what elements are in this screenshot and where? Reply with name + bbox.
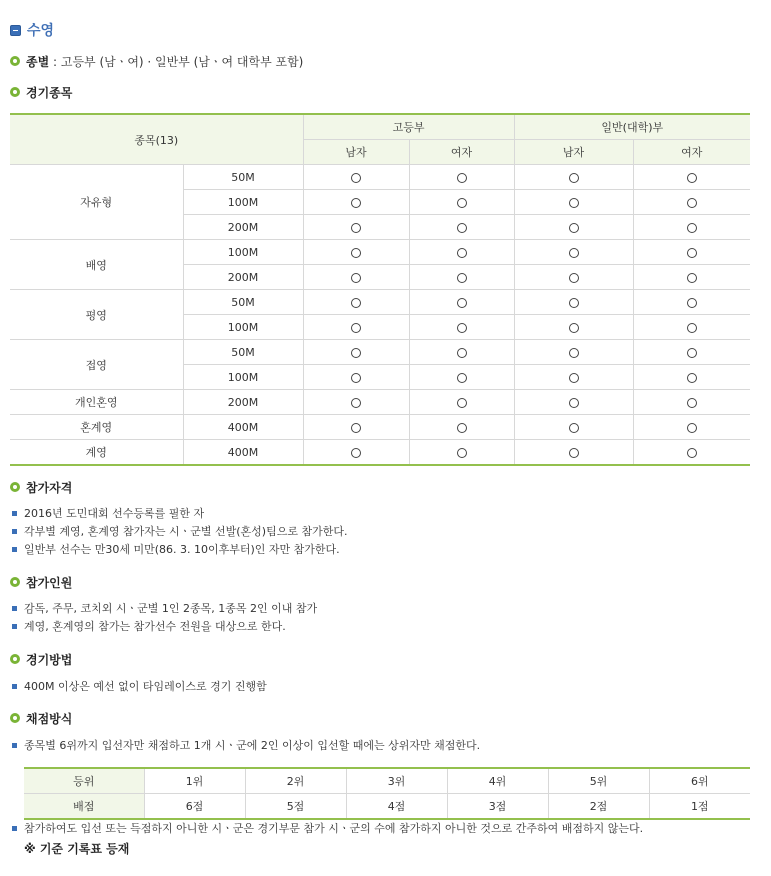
circle-mark-icon bbox=[687, 173, 697, 183]
availability-cell bbox=[633, 415, 750, 440]
circle-mark-icon bbox=[569, 398, 579, 408]
circle-mark-icon bbox=[457, 173, 467, 183]
availability-cell bbox=[633, 215, 750, 240]
points-cell: 1점 bbox=[649, 794, 750, 820]
event-name: 개인혼영 bbox=[10, 390, 183, 415]
square-bullet-icon bbox=[12, 743, 17, 748]
square-bullet-icon bbox=[12, 624, 17, 629]
circle-mark-icon bbox=[687, 373, 697, 383]
header-female: 여자 bbox=[409, 140, 514, 165]
availability-cell bbox=[409, 215, 514, 240]
availability-cell bbox=[409, 290, 514, 315]
points-label: 배점 bbox=[24, 794, 144, 820]
availability-cell bbox=[303, 315, 409, 340]
section-title: 경기종목 bbox=[26, 85, 73, 100]
event-distance: 200M bbox=[183, 390, 303, 415]
availability-cell bbox=[303, 240, 409, 265]
availability-cell bbox=[409, 340, 514, 365]
circle-mark-icon bbox=[687, 198, 697, 208]
availability-cell bbox=[409, 365, 514, 390]
circle-bullet-icon bbox=[10, 56, 20, 66]
section-events-heading bbox=[10, 83, 72, 101]
points-cell: 6점 bbox=[144, 794, 245, 820]
event-distance: 100M bbox=[183, 190, 303, 215]
availability-cell bbox=[409, 315, 514, 340]
circle-mark-icon bbox=[457, 273, 467, 283]
circle-mark-icon bbox=[457, 223, 467, 233]
event-distance: 50M bbox=[183, 340, 303, 365]
event-name: 평영 bbox=[10, 290, 183, 340]
circle-mark-icon bbox=[569, 373, 579, 383]
record-note: ※ 기준 기록표 등재 bbox=[24, 842, 130, 856]
circle-mark-icon bbox=[351, 273, 361, 283]
event-distance: 100M bbox=[183, 365, 303, 390]
circle-mark-icon bbox=[687, 423, 697, 433]
event-name: 자유형 bbox=[10, 165, 183, 240]
circle-mark-icon bbox=[351, 198, 361, 208]
section-method-heading bbox=[10, 650, 72, 668]
section-title: 참가자격 bbox=[26, 480, 73, 495]
availability-cell bbox=[633, 290, 750, 315]
circle-mark-icon bbox=[351, 423, 361, 433]
circle-mark-icon bbox=[687, 223, 697, 233]
circle-mark-icon bbox=[687, 398, 697, 408]
rank-cell: 1위 bbox=[144, 768, 245, 794]
circle-mark-icon bbox=[351, 173, 361, 183]
availability-cell bbox=[303, 190, 409, 215]
availability-cell bbox=[633, 340, 750, 365]
availability-cell bbox=[514, 415, 633, 440]
event-distance: 400M bbox=[183, 415, 303, 440]
header-male: 남자 bbox=[514, 140, 633, 165]
square-bullet-icon bbox=[12, 606, 17, 611]
category-row bbox=[10, 52, 303, 70]
availability-cell bbox=[514, 215, 633, 240]
square-bullet-icon bbox=[12, 684, 17, 689]
availability-cell bbox=[409, 165, 514, 190]
circle-mark-icon bbox=[457, 348, 467, 358]
participants-list bbox=[10, 600, 317, 636]
event-name: 혼계영 bbox=[10, 415, 183, 440]
page-title-row bbox=[10, 20, 54, 40]
circle-mark-icon bbox=[569, 448, 579, 458]
availability-cell bbox=[303, 415, 409, 440]
circle-mark-icon bbox=[569, 223, 579, 233]
circle-mark-icon bbox=[687, 298, 697, 308]
circle-bullet-icon bbox=[10, 577, 20, 587]
table-row bbox=[10, 390, 750, 415]
circle-mark-icon bbox=[569, 348, 579, 358]
availability-cell bbox=[633, 390, 750, 415]
section-eligibility-heading bbox=[10, 478, 72, 496]
category-label: 종별 : 고등부 (남ㆍ여) · 일반부 (남ㆍ여 대학부 포함) bbox=[26, 54, 304, 69]
event-distance: 50M bbox=[183, 165, 303, 190]
event-distance: 100M bbox=[183, 315, 303, 340]
circle-mark-icon bbox=[457, 248, 467, 258]
availability-cell bbox=[514, 190, 633, 215]
page-title: 수영 bbox=[27, 23, 55, 39]
section-title: 참가인원 bbox=[26, 575, 73, 590]
event-name: 접영 bbox=[10, 340, 183, 390]
footnote-list bbox=[10, 820, 750, 838]
event-distance: 200M bbox=[183, 265, 303, 290]
list-item: 400M 이상은 예선 없이 타임레이스로 경기 진행함 bbox=[10, 678, 267, 696]
rank-cell: 2위 bbox=[245, 768, 346, 794]
scores-table bbox=[24, 767, 750, 820]
events-body bbox=[10, 165, 750, 466]
rank-label: 등위 bbox=[24, 768, 144, 794]
availability-cell bbox=[514, 440, 633, 466]
availability-cell bbox=[514, 265, 633, 290]
circle-mark-icon bbox=[687, 348, 697, 358]
method-list bbox=[10, 678, 267, 696]
availability-cell bbox=[514, 390, 633, 415]
availability-cell bbox=[409, 390, 514, 415]
event-name: 배영 bbox=[10, 240, 183, 290]
circle-mark-icon bbox=[351, 398, 361, 408]
event-distance: 50M bbox=[183, 290, 303, 315]
table-row bbox=[10, 240, 750, 265]
availability-cell bbox=[514, 165, 633, 190]
square-bullet-icon bbox=[12, 529, 17, 534]
availability-cell bbox=[303, 165, 409, 190]
circle-bullet-icon bbox=[10, 482, 20, 492]
circle-bullet-icon bbox=[10, 654, 20, 664]
circle-mark-icon bbox=[351, 323, 361, 333]
rank-cell: 6위 bbox=[649, 768, 750, 794]
circle-mark-icon bbox=[687, 248, 697, 258]
circle-mark-icon bbox=[687, 273, 697, 283]
circle-mark-icon bbox=[687, 323, 697, 333]
list-item: 계영, 혼계영의 참가는 참가선수 전원을 대상으로 한다. bbox=[10, 618, 317, 636]
header-male: 남자 bbox=[303, 140, 409, 165]
list-item: 각부별 계영, 혼계영 참가자는 시ㆍ군별 선발(혼성)팀으로 참가한다. bbox=[10, 523, 347, 541]
section-participants-heading bbox=[10, 573, 72, 591]
availability-cell bbox=[409, 265, 514, 290]
table-row bbox=[10, 440, 750, 466]
circle-mark-icon bbox=[457, 323, 467, 333]
circle-mark-icon bbox=[569, 423, 579, 433]
circle-mark-icon bbox=[351, 298, 361, 308]
scoring-list bbox=[10, 737, 480, 755]
minus-box-icon bbox=[10, 25, 21, 36]
availability-cell bbox=[514, 290, 633, 315]
square-bullet-icon bbox=[12, 511, 17, 516]
circle-bullet-icon bbox=[10, 713, 20, 723]
circle-mark-icon bbox=[351, 448, 361, 458]
section-title: 채점방식 bbox=[26, 711, 73, 726]
availability-cell bbox=[514, 340, 633, 365]
availability-cell bbox=[633, 190, 750, 215]
rank-cell: 5위 bbox=[548, 768, 649, 794]
availability-cell bbox=[633, 265, 750, 290]
section-scoring-heading bbox=[10, 709, 72, 727]
availability-cell bbox=[514, 240, 633, 265]
circle-mark-icon bbox=[569, 173, 579, 183]
eligibility-list bbox=[10, 505, 347, 559]
list-item: 2016년 도민대회 선수등록를 필한 자 bbox=[10, 505, 347, 523]
circle-mark-icon bbox=[687, 448, 697, 458]
table-row bbox=[10, 290, 750, 315]
circle-mark-icon bbox=[569, 298, 579, 308]
circle-mark-icon bbox=[351, 248, 361, 258]
points-cell: 2점 bbox=[548, 794, 649, 820]
points-cell: 3점 bbox=[447, 794, 548, 820]
circle-mark-icon bbox=[351, 348, 361, 358]
availability-cell bbox=[303, 440, 409, 466]
rank-cell: 3위 bbox=[346, 768, 447, 794]
circle-mark-icon bbox=[457, 373, 467, 383]
table-row bbox=[10, 415, 750, 440]
circle-mark-icon bbox=[457, 398, 467, 408]
availability-cell bbox=[409, 190, 514, 215]
availability-cell bbox=[303, 290, 409, 315]
availability-cell bbox=[409, 440, 514, 466]
availability-cell bbox=[633, 165, 750, 190]
list-item: 종목별 6위까지 입선자만 채점하고 1개 시ㆍ군에 2인 이상이 입선할 때에는 상위자만 채점한다. bbox=[10, 737, 480, 755]
header-general: 일반(대학)부 bbox=[514, 114, 750, 140]
availability-cell bbox=[514, 315, 633, 340]
availability-cell bbox=[514, 365, 633, 390]
table-row bbox=[10, 340, 750, 365]
circle-mark-icon bbox=[569, 198, 579, 208]
circle-mark-icon bbox=[457, 423, 467, 433]
list-item: 감독, 주무, 코치외 시ㆍ군별 1인 2종목, 1종목 2인 이내 참가 bbox=[10, 600, 317, 618]
availability-cell bbox=[303, 365, 409, 390]
header-female: 여자 bbox=[633, 140, 750, 165]
table-row bbox=[24, 768, 750, 794]
events-table bbox=[10, 113, 750, 466]
event-distance: 400M bbox=[183, 440, 303, 466]
availability-cell bbox=[633, 315, 750, 340]
circle-mark-icon bbox=[569, 273, 579, 283]
header-high-school: 고등부 bbox=[303, 114, 514, 140]
event-distance: 100M bbox=[183, 240, 303, 265]
square-bullet-icon bbox=[12, 826, 17, 831]
availability-cell bbox=[633, 440, 750, 466]
availability-cell bbox=[409, 240, 514, 265]
circle-mark-icon bbox=[569, 323, 579, 333]
circle-bullet-icon bbox=[10, 87, 20, 97]
header-events: 종목(13) bbox=[10, 114, 303, 165]
circle-mark-icon bbox=[351, 373, 361, 383]
list-item: 참가하여도 입선 또는 득점하지 아니한 시ㆍ군은 경기부문 참가 시ㆍ군의 수에 참가하지 아니한 것으로 간주하여 배점하지 않는다. bbox=[10, 820, 750, 838]
points-cell: 4점 bbox=[346, 794, 447, 820]
points-cell: 5점 bbox=[245, 794, 346, 820]
availability-cell bbox=[633, 365, 750, 390]
rank-cell: 4위 bbox=[447, 768, 548, 794]
list-item: 일반부 선수는 만30세 미만(86. 3. 10이후부터)인 자만 참가한다. bbox=[10, 541, 347, 559]
circle-mark-icon bbox=[457, 298, 467, 308]
table-row bbox=[10, 165, 750, 190]
availability-cell bbox=[303, 390, 409, 415]
availability-cell bbox=[303, 215, 409, 240]
event-name: 계영 bbox=[10, 440, 183, 466]
circle-mark-icon bbox=[457, 198, 467, 208]
availability-cell bbox=[633, 240, 750, 265]
circle-mark-icon bbox=[569, 248, 579, 258]
availability-cell bbox=[409, 415, 514, 440]
circle-mark-icon bbox=[351, 223, 361, 233]
event-distance: 200M bbox=[183, 215, 303, 240]
category-text: : 고등부 (남ㆍ여) · 일반부 (남ㆍ여 대학부 포함) bbox=[49, 54, 304, 69]
availability-cell bbox=[303, 265, 409, 290]
circle-mark-icon bbox=[457, 448, 467, 458]
availability-cell bbox=[303, 340, 409, 365]
table-row bbox=[24, 794, 750, 820]
section-title: 경기방법 bbox=[26, 652, 73, 667]
square-bullet-icon bbox=[12, 547, 17, 552]
